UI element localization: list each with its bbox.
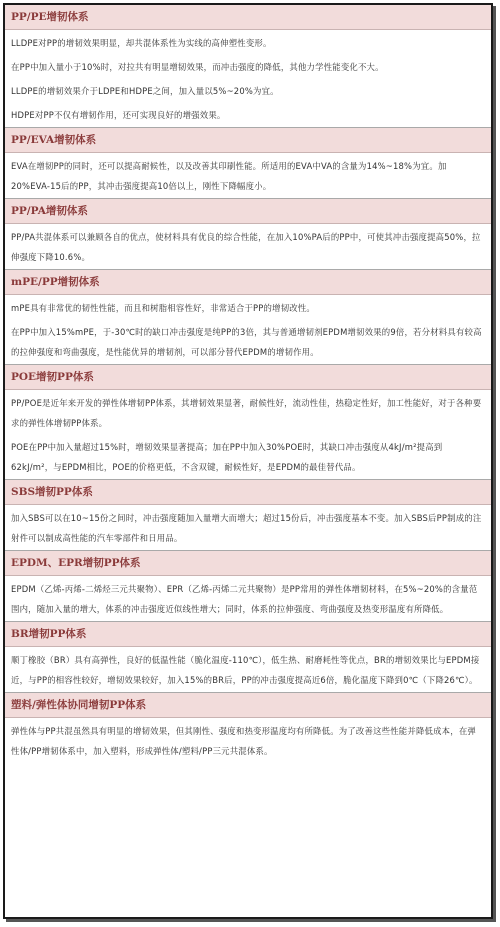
section-title: mPE/PP增韧体系 (5, 270, 491, 295)
paragraph: 加入SBS可以在10~15份之间时，冲击强度随加入量增大而增大；超过15份后，冲击强度基本不变。加入SBS后PP制成的注射件可以制成高性能的汽车零部件和日用品。 (11, 513, 482, 543)
section-plastic-elastomer-pp (5, 693, 491, 763)
section-title: SBS增韧PP体系 (5, 480, 491, 505)
section-body (5, 576, 491, 621)
section-title: POE增韧PP体系 (5, 365, 491, 390)
document-frame (3, 3, 493, 919)
paragraph: LLDPE的增韧效果介于LDPE和HDPE之间，加入量以5%~20%为宜。 (11, 86, 279, 96)
section-body (5, 30, 491, 127)
paragraph: 在PP中加入量小于10%时，对拉共有明显增韧效果，而冲击强度的降低，其他力学性能变化不大。 (11, 62, 384, 72)
paragraph: PP/PA共混体系可以兼顾各自的优点，使材料具有优良的综合性能，在加入10%PA后的PP中，可使其冲击强度提高50%，拉伸强度下降10.6%。 (11, 232, 481, 262)
section-body (5, 390, 491, 479)
section-poe-pp (5, 365, 491, 480)
section-title: BR增韧PP体系 (5, 622, 491, 647)
section-epdm-epr-pp (5, 551, 491, 622)
section-pp-pa (5, 199, 491, 270)
section-title: 塑料/弹性体协同增韧PP体系 (5, 693, 491, 718)
section-body (5, 224, 491, 269)
section-pp-pe (5, 5, 491, 128)
paragraph: 顺丁橡胶（BR）具有高弹性，良好的低温性能（脆化温度-110℃），低生热、耐磨耗性等优点，BR的增韧效果比与EPDM接近，与PP的相容性较好，增韧效果较好，加入15%的BR后，PP的冲击强度提高近6倍，脆化温度下降到0℃（下降26℃）。 (11, 655, 480, 685)
paragraph: EVA在增韧PP的同时，还可以提高耐候性，以及改善其印刷性能。所适用的EVA中VA的含量为14%~18%为宜。加20%EVA-15后的PP，其冲击强度提高10倍以上，刚性下降幅度小。 (11, 161, 447, 191)
paragraph: EPDM（乙烯-丙烯-二烯烃三元共聚物）、EPR（乙烯-丙烯二元共聚物）是PP常用的弹性体增韧材料，在5%~20%的含量范围内，随加入量的增大，体系的冲击强度近似线性增大；同时，体系的拉伸强度、弯曲强度及热变形温度有所降低。 (11, 584, 478, 614)
section-mpe-pp (5, 270, 491, 365)
paragraph: 弹性体与PP共混虽然具有明显的增韧效果，但其刚性、强度和热变形温度均有所降低。为了改善这些性能并降低成本，在弹性体/PP增韧体系中，加入塑料，形成弹性体/塑料/PP三元共混体系。 (11, 726, 476, 756)
section-body (5, 718, 491, 763)
paragraph: LLDPE对PP的增韧效果明显，却共混体系性为实线的高伸塑性变形。 (11, 38, 272, 48)
paragraph: PP/POE是近年来开发的弹性体增韧PP体系，其增韧效果显著，耐候性好，流动性佳，热稳定性好，加工性能好，对于各种要求的弹性体增韧PP体系。 (11, 398, 482, 428)
section-body (5, 295, 491, 364)
paragraph: POE在PP中加入量超过15%时，增韧效果显著提高；加在PP中加入30%POE时，其缺口冲击强度从4kJ/m²提高到62kJ/m²，与EPDM相比，POE的价格更低，不含双键，耐候性好，是EPDM的最佳替代品。 (11, 442, 443, 472)
section-title: PP/PE增韧体系 (5, 5, 491, 30)
section-body (5, 647, 491, 692)
section-sbs-pp (5, 480, 491, 551)
paragraph: 在PP中加入15%mPE，于-30℃时的缺口冲击强度是纯PP的3倍，其与普通增韧剂EPDM增韧效果的9倍，若分材料具有较高的拉伸强度和弯曲强度，是性能优异的增韧剂，可以部分替代EPDM的增韧作用。 (11, 327, 482, 357)
section-br-pp (5, 622, 491, 693)
section-title: PP/PA增韧体系 (5, 199, 491, 224)
section-title: EPDM、EPR增韧PP体系 (5, 551, 491, 576)
paragraph: mPE具有非常优的韧性性能，而且和树脂相容性好，非常适合于PP的增韧改性。 (11, 303, 315, 313)
section-body (5, 505, 491, 550)
paragraph: HDPE对PP不仅有增韧作用，还可实现良好的增强效果。 (11, 110, 226, 120)
section-pp-eva (5, 128, 491, 199)
section-body (5, 153, 491, 198)
section-title: PP/EVA增韧体系 (5, 128, 491, 153)
